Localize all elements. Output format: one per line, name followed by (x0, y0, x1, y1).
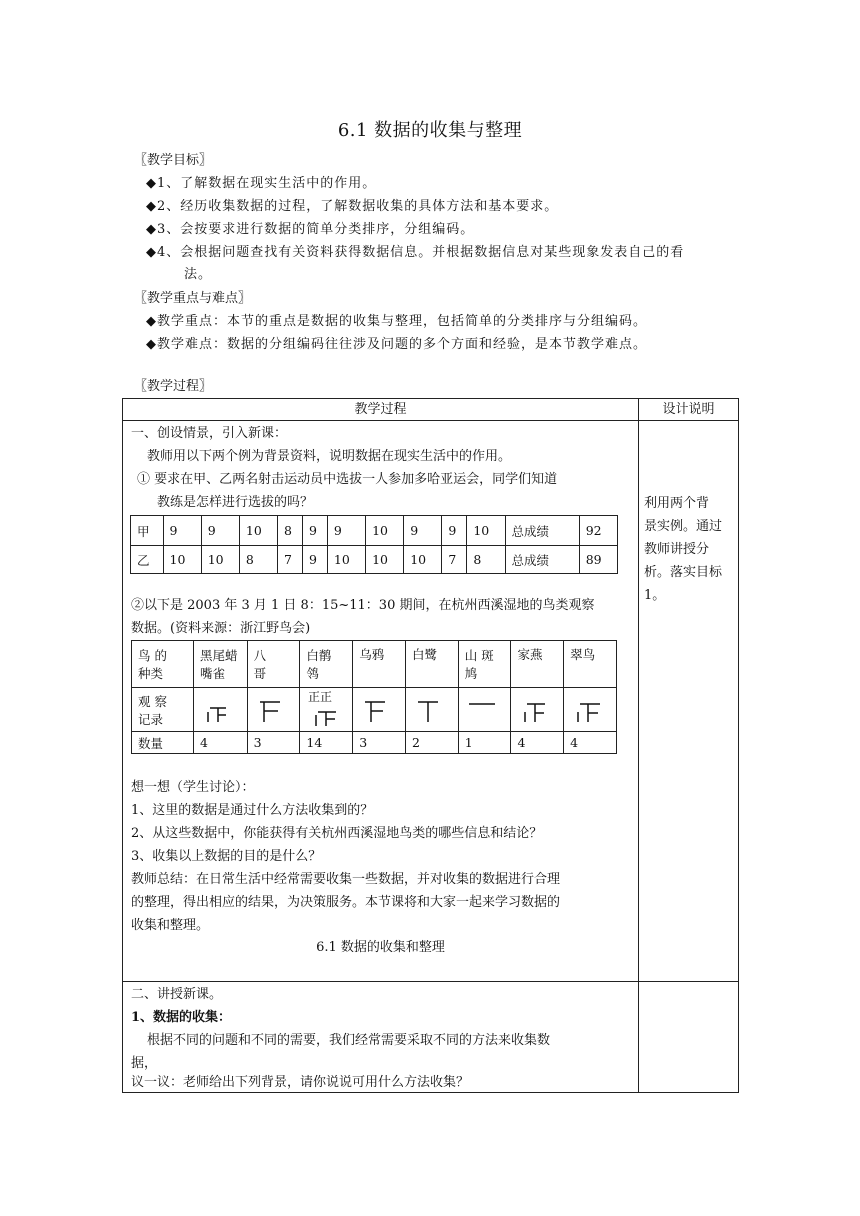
objectives-heading: 〖教学目标〗 (134, 153, 213, 168)
section2-subtitle: 1、数据的收集： (131, 1010, 232, 1025)
bird-tally-row (132, 688, 617, 732)
question-item: 1、这里的数据是通过什么方法收集到的？ (131, 803, 374, 818)
athlete-name: 乙 (131, 546, 164, 574)
section2-title: 二、讲授新课。 (131, 987, 223, 1002)
score-row-jia (131, 516, 618, 546)
score-row-yi (131, 546, 618, 574)
design-note-line: 析。落实目标 (644, 565, 723, 580)
summary-line: 收集和整理。 (131, 918, 210, 933)
count-cell: 14 (300, 732, 353, 754)
section1-intro: 教师用以下两个例为背景资料，说明数据在现实生活中的作用。 (147, 449, 512, 464)
count-cell: 3 (247, 732, 300, 754)
species-cell: 黑尾蜡 嘴雀 (194, 641, 248, 688)
tally-cell (194, 688, 248, 732)
score-cell: 9 (404, 516, 442, 546)
section2-paragraph-line2: 据， (131, 1056, 158, 1071)
question-item: 2、从这些数据中，你能获得有关杭州西溪湿地鸟类的哪些信息和结论？ (131, 826, 543, 841)
species-cell: 山 斑 鸠 (458, 641, 511, 688)
tally-mark-4 (517, 694, 557, 726)
bird-species-row (132, 641, 617, 688)
score-cell: 9 (201, 516, 239, 546)
objective-item-continuation: 法。 (184, 267, 213, 282)
tally-label: 观 察 记录 (132, 688, 194, 732)
count-cell: 3 (353, 732, 406, 754)
key-point-item: ◆教学重点：本节的重点是数据的收集与整理，包括简单的分类排序与分组编码。 (146, 314, 647, 329)
count-cell: 2 (406, 732, 459, 754)
bird-count-row (132, 732, 617, 754)
species-cell: 白鹡 鸰 (300, 641, 353, 688)
score-cell: 9 (302, 546, 327, 574)
species-cell: 乌鸦 (353, 641, 406, 688)
species-cell: 家燕 (511, 641, 564, 688)
objective-item: ◆1、了解数据在现实生活中的作用。 (146, 176, 377, 191)
section1-title: 一、创设情景，引入新课： (131, 426, 288, 441)
count-cell: 4 (194, 732, 248, 754)
think-title: 想一想（学生讨论）： (131, 780, 255, 795)
tally-cell (511, 688, 564, 732)
score-cell: 10 (327, 546, 365, 574)
tally-cell (300, 688, 353, 732)
score-cell: 10 (404, 546, 442, 574)
shooting-scores-table (130, 515, 618, 574)
section2-paragraph-line1: 根据不同的问题和不同的需要，我们经常需要采取不同的方法来收集数 (147, 1033, 551, 1048)
design-note-line: 利用两个背 (644, 496, 710, 511)
example2-line1: ②以下是 2003 年 3 月 1 日 8：15~11：30 期间，在杭州西溪湿地的鸟类观察 (131, 598, 595, 613)
species-label: 鸟 的 种类 (132, 641, 194, 688)
section2-discuss: 议一议：老师给出下列背景，请你说说可用什么方法收集？ (131, 1075, 470, 1090)
score-cell: 7 (442, 546, 467, 574)
score-cell: 10 (201, 546, 239, 574)
design-note-line: 1。 (644, 588, 666, 603)
score-cell: 10 (239, 516, 277, 546)
tally-mark-4 (570, 694, 610, 726)
tally-mark-1 (465, 694, 505, 726)
question-item: 3、收集以上数据的目的是什么？ (131, 849, 322, 864)
species-cell: 翠鸟 (564, 641, 617, 688)
total-value: 89 (579, 546, 617, 574)
total-label: 总成绩 (505, 546, 579, 574)
tally-cell (564, 688, 617, 732)
bird-observation-table (131, 640, 617, 754)
design-note-line: 景实例。通过 (644, 519, 723, 534)
score-cell: 8 (467, 546, 505, 574)
score-cell: 9 (442, 516, 467, 546)
count-cell: 1 (458, 732, 511, 754)
col-header-process: 教学过程 (354, 402, 407, 417)
tally-cell (353, 688, 406, 732)
score-cell: 10 (467, 516, 505, 546)
tally-cell (406, 688, 459, 732)
count-label: 数量 (132, 732, 194, 754)
score-cell: 10 (366, 516, 404, 546)
lesson-process-table (122, 398, 739, 1093)
header-divider (123, 420, 738, 421)
example1-line2: 教练是怎样进行选拔的吗？ (157, 495, 314, 510)
objective-item: ◆4、会根据问题查找有关资料获得数据信息。并根据数据信息对某些现象发表自己的看 (146, 245, 685, 260)
score-cell: 9 (302, 516, 327, 546)
objective-item: ◆2、经历收集数据的过程，了解数据收集的具体方法和基本要求。 (146, 199, 559, 214)
score-cell: 9 (163, 516, 201, 546)
section-divider (123, 981, 738, 982)
key-points-heading: 〖教学重点与难点〗 (134, 291, 252, 306)
design-note-line: 教师讲授分 (644, 542, 710, 557)
col-header-design: 设计说明 (662, 402, 715, 417)
score-cell: 8 (239, 546, 277, 574)
score-cell: 8 (278, 516, 303, 546)
page-title: 6.1 数据的收集与整理 (337, 120, 523, 141)
total-label: 总成绩 (505, 516, 579, 546)
tally-mark-3 (359, 694, 399, 726)
athlete-name: 甲 (131, 516, 164, 546)
example2-line2: 数据。(资料来源：浙江野鸟会) (131, 621, 311, 636)
tally-mark-3 (254, 694, 294, 726)
key-point-item: ◆教学难点：数据的分组编码往往涉及问题的多个方面和经验，是本节教学难点。 (146, 337, 647, 352)
objective-item: ◆3、会按要求进行数据的简单分类排序，分组编码。 (146, 222, 475, 237)
svg-text:正正: 正正 (308, 690, 333, 704)
summary-line: 的整理，得出相应的结果，为决策服务。本节课将和大家一起来学习数据的 (131, 895, 561, 910)
species-cell: 八 哥 (247, 641, 300, 688)
tally-cell (458, 688, 511, 732)
lesson-subtitle: 6.1 数据的收集和整理 (316, 940, 445, 955)
column-divider (638, 399, 639, 1092)
tally-mark-2 (412, 694, 452, 726)
species-cell: 白鹭 (406, 641, 459, 688)
score-cell: 10 (163, 546, 201, 574)
summary-line: 教师总结：在日常生活中经常需要收集一些数据，并对收集的数据进行合理 (131, 872, 561, 887)
count-cell: 4 (511, 732, 564, 754)
count-cell: 4 (564, 732, 617, 754)
total-value: 92 (579, 516, 617, 546)
example1-line1: ① 要求在甲、乙两名射击运动员中选拔一人参加多哈亚运会，同学们知道 (137, 472, 558, 487)
tally-mark-14 (306, 688, 350, 728)
score-cell: 10 (366, 546, 404, 574)
process-heading: 〖教学过程〗 (134, 379, 213, 394)
tally-cell (247, 688, 300, 732)
score-cell: 9 (327, 516, 365, 546)
tally-mark-4 (200, 694, 240, 726)
score-cell: 7 (278, 546, 303, 574)
